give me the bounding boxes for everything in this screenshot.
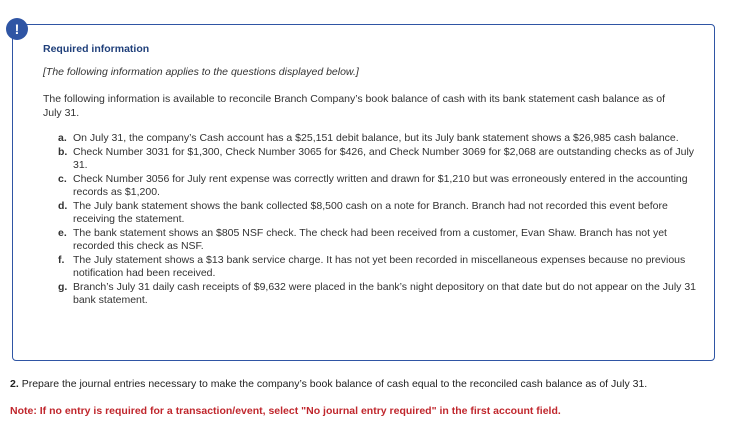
- item-text: Check Number 3031 for $1,300, Check Number 3065 for $426, and Check Number 3069 for $2,068 are outstanding checks as of July 31.: [73, 145, 695, 171]
- lead-paragraph: The following information is available to reconcile Branch Company’s book balance of cash with its bank statement cash balance as of July 31.: [43, 93, 665, 119]
- list-item: [58, 146, 698, 173]
- question-body: Prepare the journal entries necessary to make the company’s book balance of cash equal to the reconciled cash balance as of July 31.: [21, 378, 648, 390]
- item-text: On July 31, the company’s Cash account has a $25,151 debit balance, but its July bank statement shows a $26,985 cash balance.: [73, 132, 679, 144]
- item-letter: c.: [58, 172, 67, 185]
- item-letter: g.: [58, 280, 68, 293]
- item-letter: b.: [58, 145, 68, 158]
- item-letter: a.: [58, 132, 67, 144]
- alert-icon: !: [6, 18, 28, 40]
- required-information-title: Required information: [43, 43, 150, 55]
- question-number: 2.: [10, 378, 19, 390]
- item-text: Check Number 3056 for July rent expense was correctly written and drawn for $1,210 but was erroneously entered in the accounting records as $1,200.: [73, 172, 688, 198]
- list-item: [58, 254, 698, 281]
- item-letter: e.: [58, 226, 67, 239]
- entry-note: Note: If no entry is required for a transaction/event, select "No journal entry required" in the first account field.: [10, 405, 561, 417]
- item-text: The July bank statement shows the bank collected $8,500 cash on a note for Branch. Branch had not recorded this event before receiving the statement.: [73, 199, 668, 225]
- list-item: [58, 132, 698, 146]
- item-text: The bank statement shows an $805 NSF check. The check had been received from a customer, Evan Shaw. Branch has not yet recorded this check as NSF.: [73, 226, 667, 252]
- list-item: [58, 227, 698, 254]
- item-letter: d.: [58, 199, 68, 212]
- question-text: [10, 378, 722, 390]
- list-item: [58, 173, 698, 200]
- item-text: Branch’s July 31 daily cash receipts of $9,632 were placed in the bank’s night depository on that date but do not appear on the July 31 bank statement.: [73, 280, 697, 306]
- list-item: [58, 281, 698, 308]
- list-item: [58, 200, 698, 227]
- item-letter: f.: [58, 253, 65, 266]
- context-note: [The following information applies to the questions displayed below.]: [43, 66, 359, 78]
- item-text: The July statement shows a $13 bank service charge. It has not yet been recorded in miscellaneous expenses because no previous notification had been received.: [73, 253, 686, 279]
- information-list: [58, 132, 698, 308]
